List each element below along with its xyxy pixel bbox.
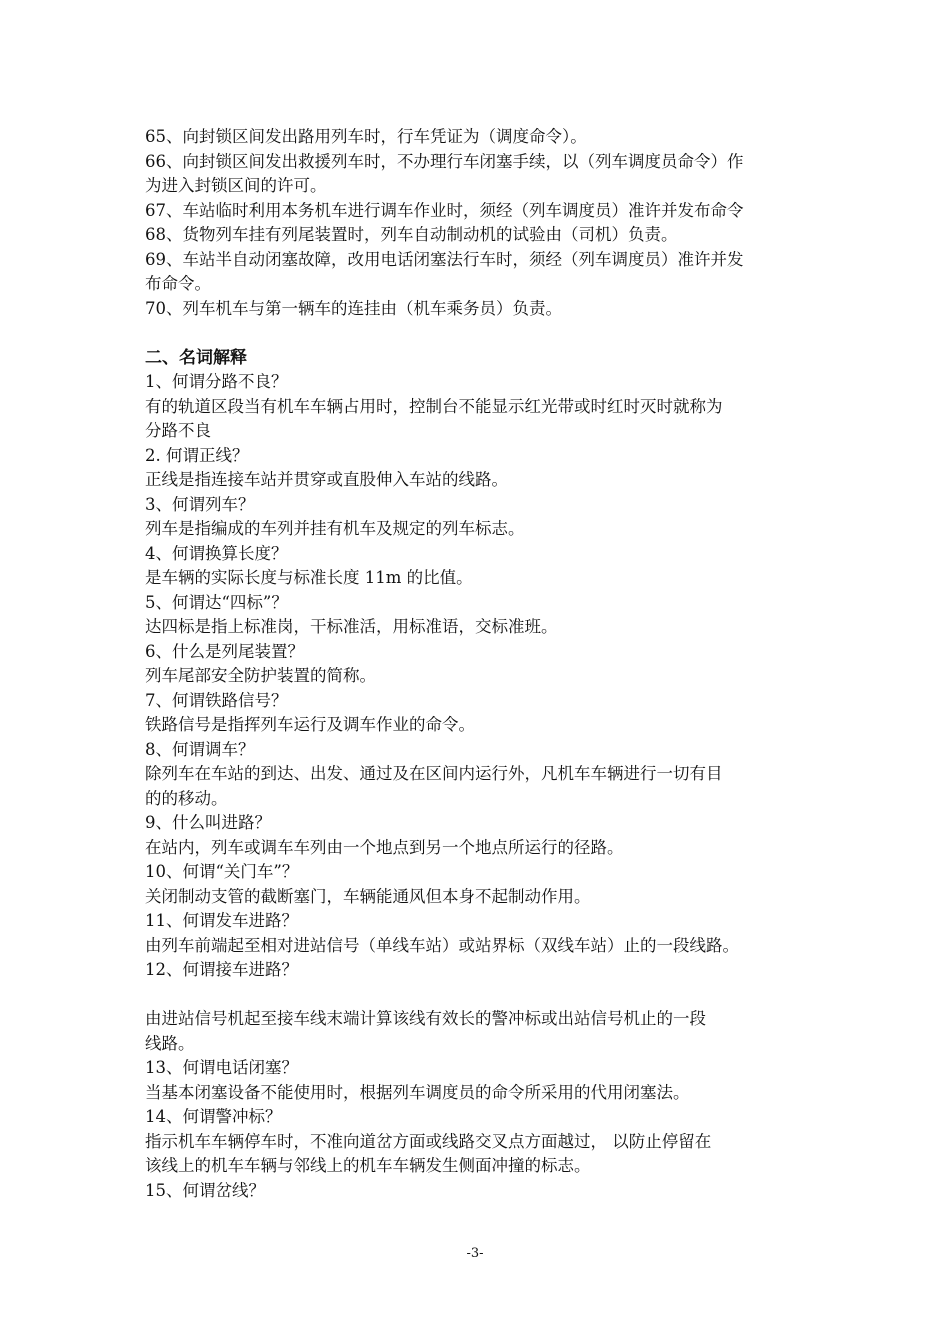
text-line: 是车辆的实际长度与标准长度 11m 的比值。 <box>145 568 473 587</box>
text-line: 有的轨道区段当有机车车辆占用时，控制台不能显示红光带或时红时灭时就称为 <box>145 396 723 416</box>
text-line: 9、什么叫进路？ <box>145 813 271 832</box>
text-line: 为进入封锁区间的许可。 <box>145 176 327 195</box>
text-line: 布命令。 <box>145 274 211 293</box>
section-title: 二、名词解释 <box>145 347 247 368</box>
text-line: 11、何谓发车进路？ <box>145 911 298 930</box>
text-line: 13、何谓电话闭塞？ <box>145 1058 298 1077</box>
text-line: 7、何谓铁路信号？ <box>145 690 288 710</box>
spacer <box>145 321 810 346</box>
text-line: 68、货物列车挂有列尾装置时，列车自动制动机的试验由（司机）负责。 <box>145 225 678 244</box>
text-line: 5、何谓达“四标”？ <box>145 592 288 612</box>
text-line: 列车是指编成的车列并挂有机车及规定的列车标志。 <box>145 519 525 538</box>
text-line: 2. 何谓正线？ <box>145 445 249 465</box>
text-line: 铁路信号是指挥列车运行及调车作业的命令。 <box>145 715 475 734</box>
text-line: 达四标是指上标准岗，干标准活，用标准语，交标准班。 <box>145 617 558 636</box>
text-line: 在站内，列车或调车车列由一个地点到另一个地点所运行的径路。 <box>145 837 624 857</box>
page-number: -3- <box>466 1246 484 1261</box>
text-line: 10、何谓“关门车”？ <box>145 862 299 881</box>
answer-list <box>145 125 810 321</box>
text-line: 66、向封锁区间发出救援列车时，不办理行车闭塞手续，以（列车调度员命令）作 <box>145 151 744 171</box>
text-line: 关闭制动支管的截断塞门，车辆能通风但本身不起制动作用。 <box>145 886 591 906</box>
text-line: 由进站信号机起至接车线末端计算该线有效长的警冲标或出站信号机止的一段 <box>145 1009 706 1028</box>
text-line: 12、何谓接车进路？ <box>145 960 298 979</box>
page-content <box>145 125 810 1203</box>
text-line: 65、向封锁区间发出路用列车时，行车凭证为（调度命令）。 <box>145 127 587 146</box>
text-line: 4、何谓换算长度？ <box>145 543 288 563</box>
text-line: 67、车站临时利用本务机车进行调车作业时，须经（列车调度员）准许并发布命令 <box>145 200 744 220</box>
text-line: 15、何谓岔线？ <box>145 1180 265 1200</box>
definition-list-continued <box>145 1007 810 1203</box>
text-line: 列车尾部安全防护装置的简称。 <box>145 666 376 685</box>
text-line: 除列车在车站的到达、出发、通过及在区间内运行外，凡机车车辆进行一切有目 <box>145 764 723 783</box>
text-line: 14、何谓警冲标？ <box>145 1107 282 1126</box>
text-line: 正线是指连接车站并贯穿或直股伸入车站的线路。 <box>145 470 508 489</box>
text-line: 70、列车机车与第一辆车的连挂由（机车乘务员）负责。 <box>145 298 562 318</box>
text-line: 8、何谓调车？ <box>145 739 255 759</box>
text-line: 1、何谓分路不良？ <box>145 372 288 391</box>
text-line: 6、什么是列尾装置？ <box>145 641 304 661</box>
definition-list <box>145 370 810 983</box>
text-line: 当基本闭塞设备不能使用时，根据列车调度员的命令所采用的代用闭塞法。 <box>145 1082 690 1102</box>
text-line: 3、何谓列车？ <box>145 494 255 514</box>
text-line: 线路。 <box>145 1033 195 1053</box>
text-line: 该线上的机车车辆与邻线上的机车车辆发生侧面冲撞的标志。 <box>145 1156 591 1175</box>
spacer <box>145 983 810 1008</box>
text-line: 69、车站半自动闭塞故障，改用电话闭塞法行车时，须经（列车调度员）准许并发 <box>145 249 744 269</box>
text-line: 指示机车车辆停车时，不准向道岔方面或线路交叉点方面越过， 以防止停留在 <box>145 1131 712 1151</box>
text-line: 分路不良 <box>145 421 211 440</box>
text-line: 的的移动。 <box>145 788 228 808</box>
text-line: 由列车前端起至相对进站信号（单线车站）或站界标（双线车站）止的一段线路。 <box>145 935 739 955</box>
